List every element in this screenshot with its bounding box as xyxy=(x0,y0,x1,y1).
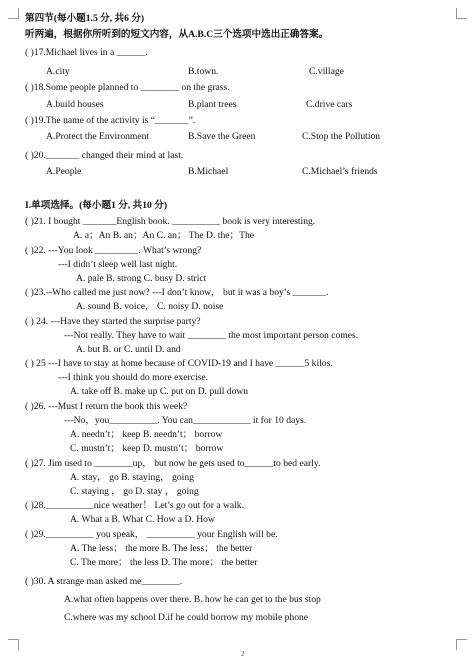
q17-stem: ( )17.Michael lives in a ______. xyxy=(25,47,148,58)
crop-mark-top-right xyxy=(456,8,467,19)
q28-stem: ( )28.__________nice weather！ Let’s go out for a walk. xyxy=(25,500,244,511)
q18-option-b: B.plant trees xyxy=(188,99,237,110)
q18-stem: ( )18.Some people planned to ________ on the grass. xyxy=(25,82,230,93)
q24-stem: ( ) 24. ---Have they started the surprise party? xyxy=(25,316,201,327)
crop-mark-top-left xyxy=(8,8,19,19)
q28-options: A. What a B. What C. How a D. How xyxy=(70,514,215,525)
crop-mark-bottom-right xyxy=(456,639,467,650)
q20-stem: ( )20._______ changed their mind at last. xyxy=(25,150,184,161)
q19-stem: ( )19.The name of the activity is “_______”. xyxy=(25,115,196,126)
q19-option-a: A.Protect the Environment xyxy=(46,131,150,142)
q25-stem: ( ) 25 ---I have to stay at home because of COVID-19 and I have ______5 kilos. xyxy=(25,358,333,369)
q30-stem: ( )30. A strange man asked me________. xyxy=(25,576,183,587)
q23-stem: ( )23.--Who called me just now? ---I don’t know， but it was a boy’s _______. xyxy=(25,287,329,298)
q29-options-cd: C. The more； the less D. The more； the better xyxy=(70,557,258,568)
q23-options: A. sound B. voice， C. noisy D. noise xyxy=(76,301,224,312)
q21-stem: ( )21. I bought _______English book. __________ book is very interesting. xyxy=(25,216,316,227)
q20-option-c: C.Michael’s friends xyxy=(302,166,378,177)
crop-mark-bottom-left xyxy=(8,639,19,650)
page-number: 2 xyxy=(241,650,245,658)
q27-options-cd: C. staying ， go D. stay ， going xyxy=(70,486,199,497)
q26-reply: ---No，you__________. You can____________ it for 10 days. xyxy=(64,415,307,426)
single-choice-title: I.单项选择。(每小题1 分, 共10 分) xyxy=(25,200,168,211)
q26-stem: ( )26. ---Must I return the book this week? xyxy=(25,401,188,412)
q26-options-ab: A. needn’t； keep B. needn’t； borrow xyxy=(70,429,223,440)
section4-title: 第四节(每小题1.5 分, 共6 分) xyxy=(25,13,145,24)
q29-stem: ( )29.__________ you speak， __________ your English will be. xyxy=(25,529,278,540)
q22-options: A. pale B. strong C. busy D. strict xyxy=(76,273,207,284)
q20-option-a: A.People xyxy=(46,166,82,177)
q22-stem: ( )22. ---You look _________. What’s wrong? xyxy=(25,245,202,256)
q29-options-ab: A. The less； the more B. The less； the better xyxy=(70,543,253,554)
section4-instruction: 听两遍，根据你所听到的短文内容，从A.B.C三个选项中选出正确答案。 xyxy=(25,29,329,40)
q27-stem: ( )27. Jim used to ________up， but now he gets used to______to bed early. xyxy=(25,458,321,469)
q24-options: A. but B. or C. until D. and xyxy=(76,344,181,355)
q25-options: A. take off B. make up C. put on D. pull down xyxy=(70,386,249,397)
q18-option-a: A.build houses xyxy=(46,99,104,110)
q18-option-c: C.drive cars xyxy=(306,99,353,110)
q19-option-b: B.Save the Green xyxy=(188,131,256,142)
q27-options-ab: A. stay， go B. staying， going xyxy=(70,472,194,483)
q17-option-a: A.city xyxy=(46,66,70,77)
q25-reply: ---I think you should do more exercise. xyxy=(58,372,208,383)
q30-options-cd: C.where was my school D.if he could borrow my mobile phone xyxy=(64,612,309,623)
q20-option-b: B.Michael xyxy=(188,166,229,177)
q19-option-c: C.Stop the Pollution xyxy=(302,131,381,142)
q26-options-cd: C. mustn’t； keep D. mustn’t； borrow xyxy=(70,443,224,454)
q17-option-b: B.town. xyxy=(188,66,219,77)
q30-options-ab: A.what often happens over there. B. how he can get to the bus stop xyxy=(64,594,321,605)
q22-reply: ---I didn’t sleep well last night. xyxy=(58,259,178,270)
q21-options: A. a；An B. an；An C. an； The D. the；The xyxy=(73,230,255,241)
q24-reply: ---Not really. They have to wait ________ the most important person comes. xyxy=(64,330,359,341)
q17-option-c: C.village xyxy=(309,66,344,77)
